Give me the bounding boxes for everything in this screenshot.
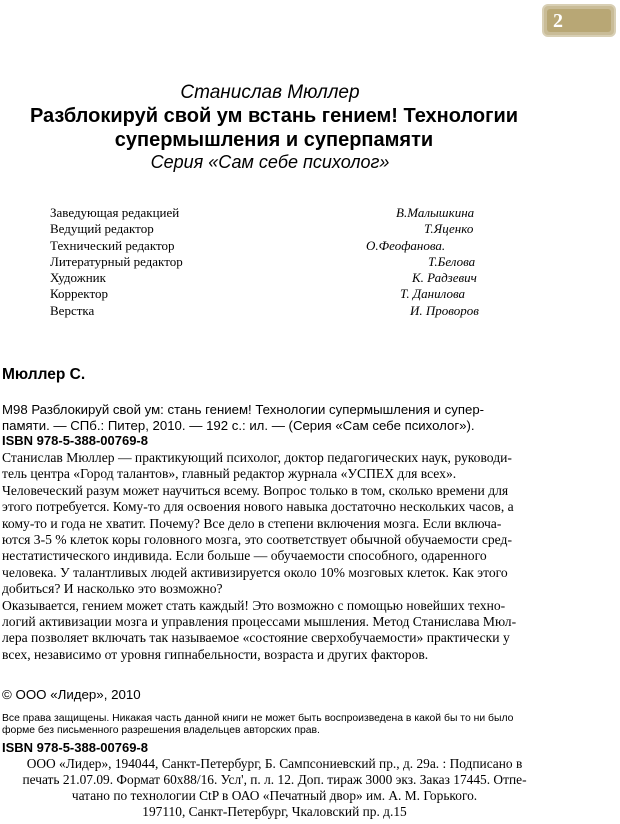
credit-name: В.Малышкина [396,205,475,220]
annotation-line: добиться? И насколько это возможно? [2,581,223,597]
annotation-line: кому-то и года не хватит. Почему? Все дело в степени включения мозга. Если включа- [2,515,502,531]
rights-line: Все права защищены. Никакая часть данной книги не может быть воспроизведена в какой бы то ни было [2,713,514,724]
credit-name: К. Радзевич [412,270,477,286]
bibliographic-line: памяти. — СПб.: Питер, 2010. — 192 с.: ил. — (Серия «Сам себе психолог»). [2,418,475,433]
bibliographic-line: М98 Разблокируй свой ум: стань гением! Технологии супермышления и супер- [2,402,485,417]
credit-name: О.Феофанова. [366,237,446,253]
annotation-line: этого потребуется. Кому-то для освоения нового навыка достаточно нескольких часов, а [2,499,514,515]
annotation-line: нестатистического индивида. Если больше — обучаемости способного, одаренного [2,548,487,564]
credit-row [50,221,490,237]
annotation-line: всех, независимо от уровня гипнабельности, возраста и других факторов. [2,646,429,662]
credit-row [50,303,490,319]
bibliographic-entry [2,402,542,434]
credit-row [50,205,490,221]
book-series: Серия «Сам себе психолог» [150,152,390,172]
annotation-text [2,450,544,663]
annotation-line: тель центра «Город талантов», главный редактор журнала «УСПЕХ для всех». [2,466,457,482]
book-title-line: Разблокируй свой ум встань гением! Технологии [29,105,519,127]
annotation-line: ются 3-5 % клеток коры головного мозга, это соответствует обычной обучаемости сред- [2,532,512,548]
credit-row [50,254,490,270]
annotation-line: логий активизации мозга и управления процессами мышления. Метод Станислава Мюл- [2,614,517,630]
credit-name: И. Проворов [410,302,479,318]
credit-role: Литературный редактор [50,253,183,269]
credit-name: Т.Яценко [424,221,474,237]
imprint-line: чатано по технологии CtP в ОАО «Печатный двор» им. А. М. Горького. [71,788,478,803]
annotation-line: лера позволяет включать так называемое «состояние сверхобучаемости» практически у [2,630,510,646]
credit-role: Заведующая редакцией [50,205,180,220]
isbn-top: ISBN 978-5-388-00769-8 [2,433,148,448]
credit-name: Т. Данилова [400,286,466,302]
copyright-notice: © ООО «Лидер», 2010 [2,687,141,702]
credits-list [50,205,490,319]
credit-row [50,286,490,302]
credit-role: Художник [50,270,106,286]
page-number-badge [542,4,616,37]
rights-notice [2,713,547,737]
imprint-line: 197110, Санкт-Петербург, Чкаловский пр. д.15 [142,804,407,819]
imprint-info [2,756,547,820]
annotation-line: человека. У талантливых людей активизируется около 10% мозговых клеток. Как этого [2,564,508,580]
credit-role: Верстка [50,302,95,318]
credit-role: Ведущий редактор [50,221,154,237]
annotation-line: Человеческий разум может научиться всему. Вопрос только в том, сколько времени для [2,482,509,498]
book-author: Станислав Мюллер [180,82,360,103]
catalog-heading: Мюллер С. [2,366,86,383]
book-title [4,104,544,152]
book-title-line: супермышления и суперпамяти [114,129,434,151]
isbn-bottom: ISBN 978-5-388-00769-8 [2,740,148,755]
credit-name: Т.Белова [428,253,476,269]
annotation-line: Станислав Мюллер — практикующий психолог, доктор педагогических наук, руководи- [2,450,512,465]
imprint-line: печать 21.07.09. Формат 60x88/16. Усл', п. л. 12. Доп. тираж 3000 экз. Заказ 17445. Отпе- [22,772,527,787]
page-number: 2 [547,9,611,32]
imprint-line: ООО «Лидер», 194044, Санкт-Петербург, Б. Сампсониевский пр., д. 29а. : Подписано в [26,756,523,771]
credit-role: Технический редактор [50,237,175,253]
credit-row [50,238,490,254]
credit-row [50,270,490,286]
credit-role: Корректор [50,286,108,302]
annotation-line: Оказывается, гением может стать каждый! Это возможно с помощью новейших техно- [2,597,506,613]
rights-line: форме без письменного разрешения владельцев авторских прав. [2,725,320,736]
